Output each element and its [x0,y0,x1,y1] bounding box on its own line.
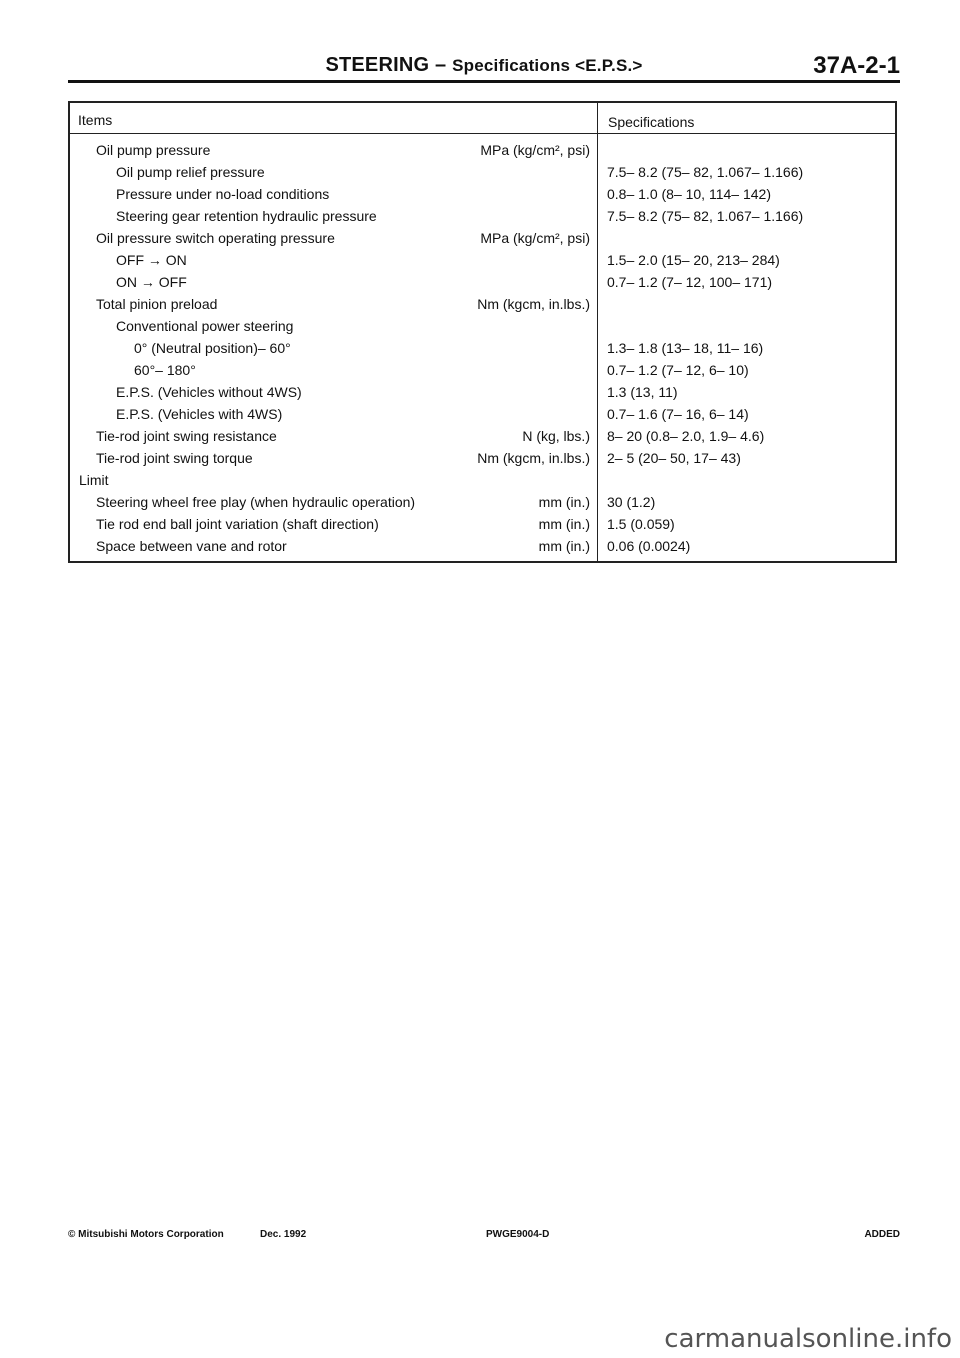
table-row [70,381,895,403]
table-row [70,271,895,293]
row-item: Pressure under no-load conditions [116,186,330,202]
row-spec: 1.3– 1.8 (13– 18, 11– 16) [607,340,764,356]
table-row [70,205,895,227]
header-divider [70,133,895,134]
row-item: OFF → ON [116,252,187,268]
column-header-specifications: Specifications [608,114,695,130]
row-unit: mm (in.) [538,516,590,532]
table-body [70,139,895,557]
row-item: Oil pressure switch operating pressure [96,230,335,246]
row-spec: 0.7– 1.2 (7– 12, 100– 171) [607,274,773,290]
row-item: Limit [79,472,109,488]
row-unit: Nm (kgcm, in.lbs.) [477,450,590,466]
table-row [70,403,895,425]
table-row [70,161,895,183]
table-row [70,293,895,315]
row-item: Total pinion preload [96,296,218,312]
column-header-items: Items [78,112,113,128]
table-row [70,139,895,161]
row-item: 0° (Neutral position)– 60° [134,340,291,356]
title-main: STEERING – [325,54,453,76]
table-row [70,249,895,271]
row-item: Oil pump pressure [96,142,211,158]
row-unit: MPa (kg/cm², psi) [480,230,590,246]
watermark: carmanualsonline.info [664,1324,952,1354]
row-item: Space between vane and rotor [96,538,287,554]
table-row [70,315,895,337]
row-spec: 1.3 (13, 11) [607,384,678,400]
table-row [70,535,895,557]
table-row [70,491,895,513]
table-row [70,359,895,381]
row-spec: 1.5 (0.059) [607,516,675,532]
table-row [70,425,895,447]
row-item: 60°– 180° [134,362,196,378]
table-row [70,513,895,535]
row-unit: MPa (kg/cm², psi) [480,142,590,158]
page-title [68,54,900,77]
page-header [68,52,900,82]
row-spec: 8– 20 (0.8– 2.0, 1.9– 4.6) [607,428,765,444]
row-unit: Nm (kgcm, in.lbs.) [477,296,590,312]
footer-code: PWGE9004-D [486,1229,550,1240]
spec-table [68,101,897,563]
footer-status: ADDED [864,1229,900,1240]
table-row [70,469,895,491]
title-sub: Specifications <E.P.S.> [452,56,643,75]
table-row [70,227,895,249]
row-item: Conventional power steering [116,318,294,334]
row-item: E.P.S. (Vehicles with 4WS) [116,406,283,422]
header-rule [68,80,900,83]
row-item: Steering wheel free play (when hydraulic operation) [96,494,416,510]
footer-copyright: © Mitsubishi Motors Corporation [68,1229,224,1240]
row-item: Steering gear retention hydraulic pressure [116,208,377,224]
row-spec: 1.5– 2.0 (15– 20, 213– 284) [607,252,780,268]
row-unit: N (kg, lbs.) [522,428,590,444]
row-item: ON → OFF [116,274,187,290]
row-unit: mm (in.) [538,538,590,554]
footer-date: Dec. 1992 [260,1229,307,1240]
page-footer [68,1229,900,1245]
row-item: Tie rod end ball joint variation (shaft direction) [96,516,379,532]
row-spec: 0.8– 1.0 (8– 10, 114– 142) [607,186,771,202]
row-spec: 0.7– 1.6 (7– 16, 6– 14) [607,406,749,422]
row-spec: 0.7– 1.2 (7– 12, 6– 10) [607,362,749,378]
row-item: Oil pump relief pressure [116,164,265,180]
table-row [70,447,895,469]
row-unit: mm (in.) [538,494,590,510]
row-item: Tie-rod joint swing resistance [96,428,277,444]
row-spec: 2– 5 (20– 50, 17– 43) [607,450,741,466]
row-spec: 7.5– 8.2 (75– 82, 1.067– 1.166) [607,164,804,180]
row-spec: 0.06 (0.0024) [607,538,691,554]
table-row [70,337,895,359]
table-row [70,183,895,205]
row-spec: 7.5– 8.2 (75– 82, 1.067– 1.166) [607,208,804,224]
row-spec: 30 (1.2) [607,494,656,510]
row-item: Tie-rod joint swing torque [96,450,253,466]
page-number: 37A-2-1 [813,52,900,79]
row-item: E.P.S. (Vehicles without 4WS) [116,384,302,400]
